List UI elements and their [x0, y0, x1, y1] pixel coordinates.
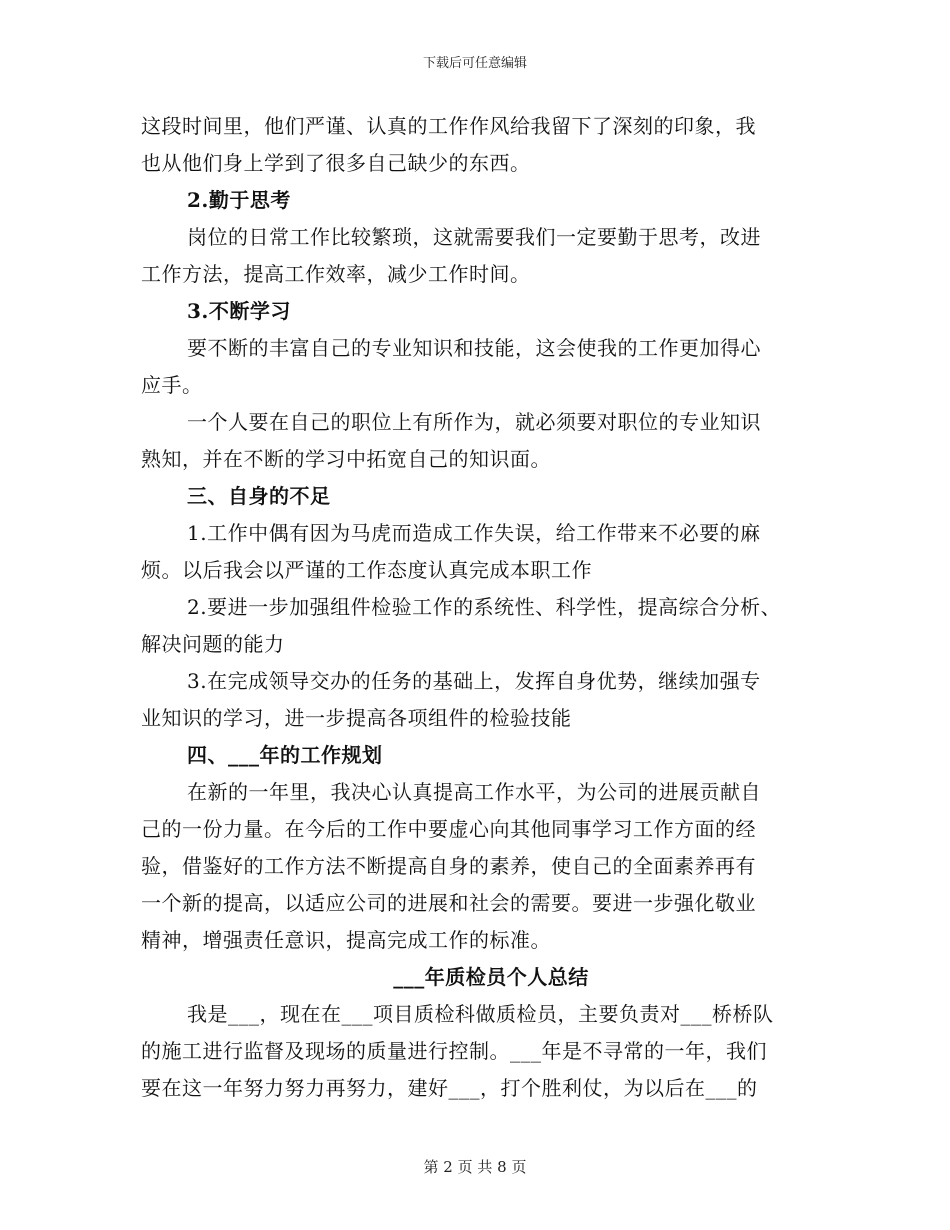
text-line: 岗位的日常工作比较繁琐，这就需要我们一定要勤于思考，改进 — [187, 225, 761, 249]
text-line: 应手。 — [141, 373, 203, 397]
text-line: 要在这一年努力努力再努力，建好___，打个胜利仗，为以后在___的 — [141, 1076, 758, 1100]
section-heading: 三、自身的不足 — [187, 484, 331, 508]
text-line: 工作方法，提高工作效率，减少工作时间。 — [141, 262, 531, 286]
text-line: 在新的一年里，我决心认真提高工作水平，为公司的进展贡献自 — [187, 780, 761, 804]
text-line: 一个人要在自己的职位上有所作为，就必须要对职位的专业知识 — [187, 410, 761, 434]
section-heading: 四、___年的工作规划 — [187, 743, 383, 767]
text-line: 要不断的丰富自己的专业知识和技能，这会使我的工作更加得心 — [187, 336, 761, 360]
text-line: 1.工作中偶有因为马虎而造成工作失误，给工作带来不必要的麻 — [187, 521, 761, 545]
text-line: 业知识的学习，进一步提高各项组件的检验技能 — [141, 706, 572, 730]
section-heading: 2.勤于思考 — [187, 188, 291, 212]
text-line: 2.要进一步加强组件检验工作的系统性、科学性，提高综合分析、 — [187, 595, 782, 619]
text-line: 精神，增强责任意识，提高完成工作的标准。 — [141, 928, 551, 952]
text-line: 烦。以后我会以严谨的工作态度认真完成本职工作 — [141, 558, 592, 582]
text-line: 我是___，现在在___项目质检科做质检员，主要负责对___桥桥队 — [187, 1002, 774, 1026]
text-line: 一个新的提高，以适应公司的进展和社会的需要。要进一步强化敬业 — [141, 891, 756, 915]
text-line: 也从他们身上学到了很多自己缺少的东西。 — [141, 151, 531, 175]
text-line: 验，借鉴好的工作方法不断提高自身的素养，使自己的全面素养再有 — [141, 854, 756, 878]
text-line: 这段时间里，他们严谨、认真的工作作风给我留下了深刻的印象，我 — [141, 114, 756, 138]
document-body — [141, 108, 801, 1107]
section-heading: 3.不断学习 — [187, 299, 291, 323]
text-line: 熟知，并在不断的学习中拓宽自己的知识面。 — [141, 447, 551, 471]
page-header: 下载后可任意编辑 — [422, 56, 527, 71]
text-line: 的施工进行监督及现场的质量进行控制。___年是不寻常的一年，我们 — [141, 1039, 767, 1063]
text-line: 解决问题的能力 — [141, 632, 285, 656]
text-line: 己的一份力量。在今后的工作中要虚心向其他同事学习工作方面的经 — [141, 817, 756, 841]
page-footer: 第 2 页 共 8 页 — [423, 1158, 527, 1176]
text-line: 3.在完成领导交办的任务的基础上，发挥自身优势，继续加强专 — [187, 669, 761, 693]
section-heading: ___年质检员个人总结 — [393, 965, 589, 989]
